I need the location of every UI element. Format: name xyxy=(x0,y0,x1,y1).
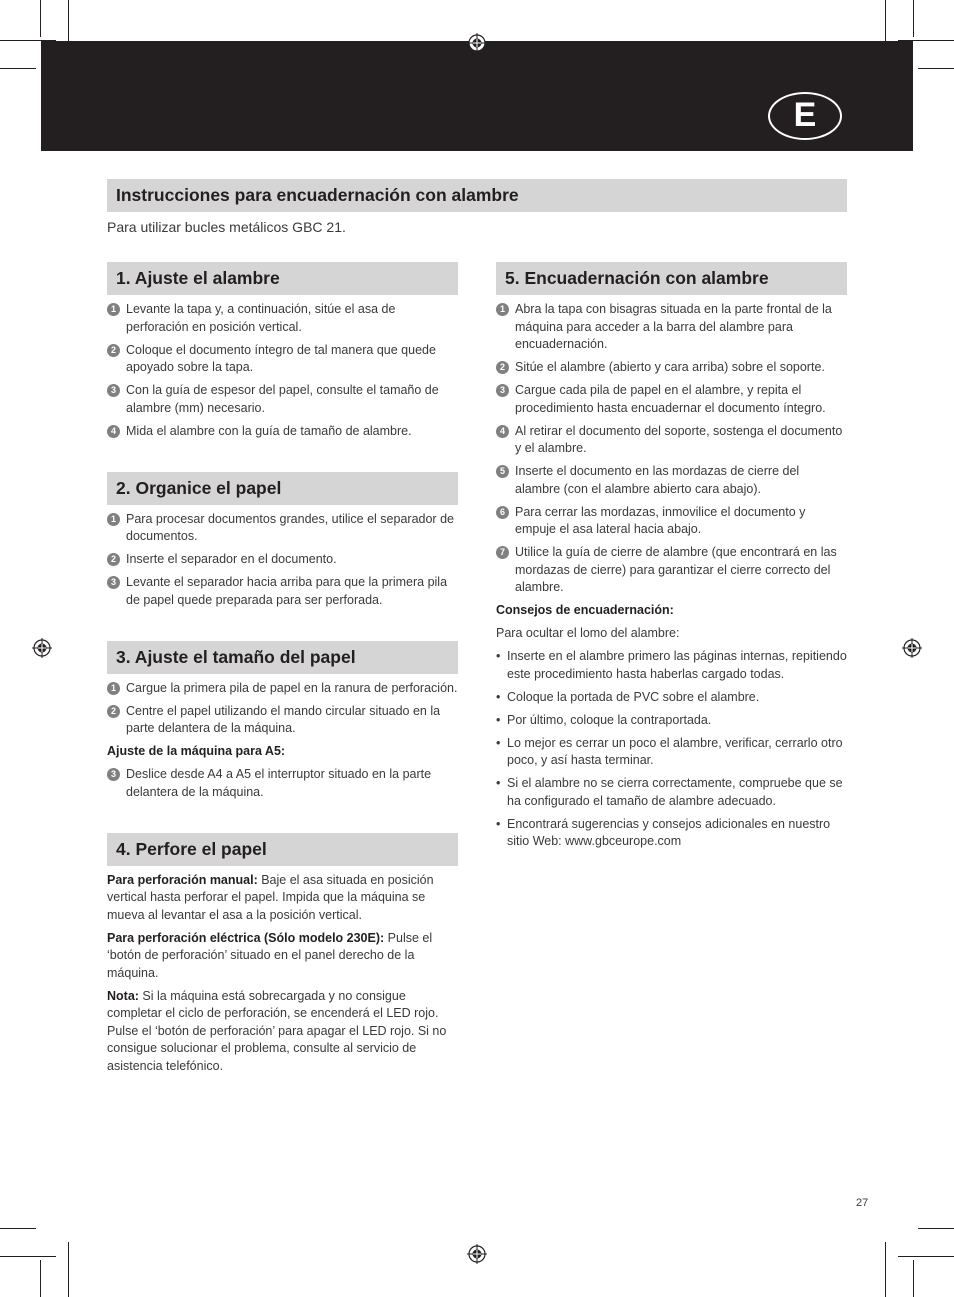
step-text: Con la guía de espesor del papel, consulte el tamaño de alambre (mm) necesario. xyxy=(126,383,439,415)
step-item xyxy=(107,766,458,801)
crop-mark xyxy=(885,1242,886,1297)
crop-mark xyxy=(68,1242,69,1297)
crop-mark xyxy=(0,1228,36,1229)
paragraph-text: Baje el asa situada en posición vertical hasta perforar el papel. Impida que la máquina se mueva al levantar el asa a la posición vertical. xyxy=(107,872,434,922)
step-number: 3 xyxy=(107,576,120,589)
paragraph-label: Nota: xyxy=(107,988,139,1003)
step-item xyxy=(107,511,458,546)
step-number: 6 xyxy=(496,506,509,519)
section-heading: 5. Encuadernación con alambre xyxy=(496,262,847,295)
step-item xyxy=(107,680,458,698)
registration-mark-icon xyxy=(902,638,922,658)
step-number: 7 xyxy=(496,546,509,559)
step-item xyxy=(496,301,847,354)
step-number: 1 xyxy=(496,303,509,316)
step-text: Para cerrar las mordazas, inmovilice el documento y empuje el asa lateral hacia abajo. xyxy=(515,504,806,536)
section-heading: 4. Perfore el papel xyxy=(107,833,458,866)
step-text: Deslice desde A4 a A5 el interruptor situado en la parte delantera de la máquina. xyxy=(126,767,432,799)
step-number: 1 xyxy=(107,682,120,695)
step-item xyxy=(496,544,847,597)
crop-mark xyxy=(913,1260,914,1297)
language-badge: E xyxy=(768,92,842,140)
crop-mark xyxy=(918,68,954,69)
step-number: 2 xyxy=(107,553,120,566)
step-text: Abra la tapa con bisagras situada en la parte frontal de la máquina para acceder a la barra del alambre para encuadernación. xyxy=(515,302,832,351)
tip-item: • Encontrará sugerencias y consejos adicionales en nuestro sitio Web: www.gbceurope.com xyxy=(496,816,847,851)
step-number: 3 xyxy=(496,384,509,397)
right-column xyxy=(496,262,847,856)
subheading: Ajuste de la máquina para A5: xyxy=(107,744,286,758)
step-text: Mida el alambre con la guía de tamaño de alambre. xyxy=(126,423,412,438)
note-paragraph xyxy=(107,988,458,1076)
crop-mark xyxy=(40,0,41,37)
manual-punch-paragraph xyxy=(107,872,458,925)
step-number: 1 xyxy=(107,513,120,526)
step-text: Sitúe el alambre (abierto y cara arriba) sobre el soporte. xyxy=(515,360,825,374)
crop-mark xyxy=(0,68,36,69)
crop-mark xyxy=(40,1260,41,1297)
step-item xyxy=(496,504,847,539)
registration-mark-icon xyxy=(467,1244,487,1264)
crop-mark xyxy=(898,1256,954,1257)
step-item xyxy=(107,342,458,377)
electric-punch-paragraph xyxy=(107,930,458,983)
step-item xyxy=(107,423,458,441)
paragraph-label: Para perforación eléctrica (Sólo modelo 230E): xyxy=(107,930,385,945)
step-text: Levante la tapa y, a continuación, sitúe el asa de perforación en posición vertical. xyxy=(126,302,396,334)
section-heading: 2. Organice el papel xyxy=(107,472,458,505)
step-text: Centre el papel utilizando el mando circular situado en la parte delantera de la máquina. xyxy=(126,703,441,735)
step-text: Cargue la primera pila de papel en la ranura de perforación. xyxy=(126,680,458,695)
paragraph-text: Pulse el ‘botón de perforación’ situado en el panel derecho de la máquina. xyxy=(107,930,433,980)
step-text: Inserte el separador en el documento. xyxy=(126,552,337,566)
step-item xyxy=(496,463,847,498)
tip-item: • Lo mejor es cerrar un poco el alambre, verificar, cerrarlo otro poco, y así hasta terminar. xyxy=(496,735,847,770)
left-column xyxy=(107,262,458,1081)
intro-text: Para utilizar bucles metálicos GBC 21. xyxy=(107,219,346,235)
step-item xyxy=(496,359,847,377)
section-heading: 1. Ajuste el alambre xyxy=(107,262,458,295)
page-title: Instrucciones para encuadernación con alambre xyxy=(107,179,847,212)
step-text: Levante el separador hacia arriba para que la primera pila de papel quede preparada para ser perforada. xyxy=(126,575,448,607)
registration-mark-icon xyxy=(32,638,52,658)
step-item xyxy=(107,551,458,569)
tips-intro: Para ocultar el lomo del alambre: xyxy=(496,626,680,640)
step-number: 4 xyxy=(496,425,509,438)
step-text: Utilice la guía de cierre de alambre (que encontrará en las mordazas de cierre) para garantizar el cierre correcto del alambre. xyxy=(515,545,837,594)
paragraph-text: Si la máquina está sobrecargada y no consigue completar el ciclo de perforación, se encenderá el LED rojo. Pulse el ‘botón de perforación’ para apagar el LED rojo. Si no consigue solucionar el problema, consulte al servicio de asistencia telefónico. xyxy=(107,988,447,1073)
step-item xyxy=(107,703,458,738)
step-number: 2 xyxy=(496,361,509,374)
step-number: 3 xyxy=(107,768,120,781)
step-item xyxy=(107,301,458,336)
step-text: Al retirar el documento del soporte, sostenga el documento y el alambre. xyxy=(515,423,843,455)
crop-mark xyxy=(918,1228,954,1229)
step-text: Cargue cada pila de papel en el alambre, y repita el procedimiento hasta encuadernar el documento íntegro. xyxy=(515,383,826,415)
step-item xyxy=(107,382,458,417)
step-number: 5 xyxy=(496,465,509,478)
tips-heading: Consejos de encuadernación: xyxy=(496,603,674,617)
paragraph-label: Para perforación manual: xyxy=(107,872,258,887)
crop-mark xyxy=(913,0,914,37)
step-number: 1 xyxy=(107,303,120,316)
tip-item: • Inserte en el alambre primero las páginas internas, repitiendo este procedimiento hasta haberlas cargado todas. xyxy=(496,648,847,683)
step-text: Inserte el documento en las mordazas de cierre del alambre (con el alambre abierto cara abajo). xyxy=(515,464,800,496)
tip-item: • Coloque la portada de PVC sobre el alambre. xyxy=(496,689,847,707)
step-number: 2 xyxy=(107,344,120,357)
step-item xyxy=(107,574,458,609)
step-number: 4 xyxy=(107,425,120,438)
registration-mark-icon xyxy=(467,33,487,53)
step-number: 3 xyxy=(107,384,120,397)
section-heading: 3. Ajuste el tamaño del papel xyxy=(107,641,458,674)
step-item xyxy=(496,423,847,458)
step-text: Para procesar documentos grandes, utilice el separador de documentos. xyxy=(126,511,454,543)
tip-item: • Si el alambre no se cierra correctamente, compruebe que se ha configurado el tamaño de alambre adecuado. xyxy=(496,775,847,810)
page-number: 27 xyxy=(856,1197,869,1209)
step-number: 2 xyxy=(107,705,120,718)
step-text: Coloque el documento íntegro de tal manera que quede apoyado sobre la tapa. xyxy=(126,342,436,374)
tip-item: • Por último, coloque la contraportada. xyxy=(496,712,847,730)
step-item xyxy=(496,382,847,417)
crop-mark xyxy=(0,1256,56,1257)
